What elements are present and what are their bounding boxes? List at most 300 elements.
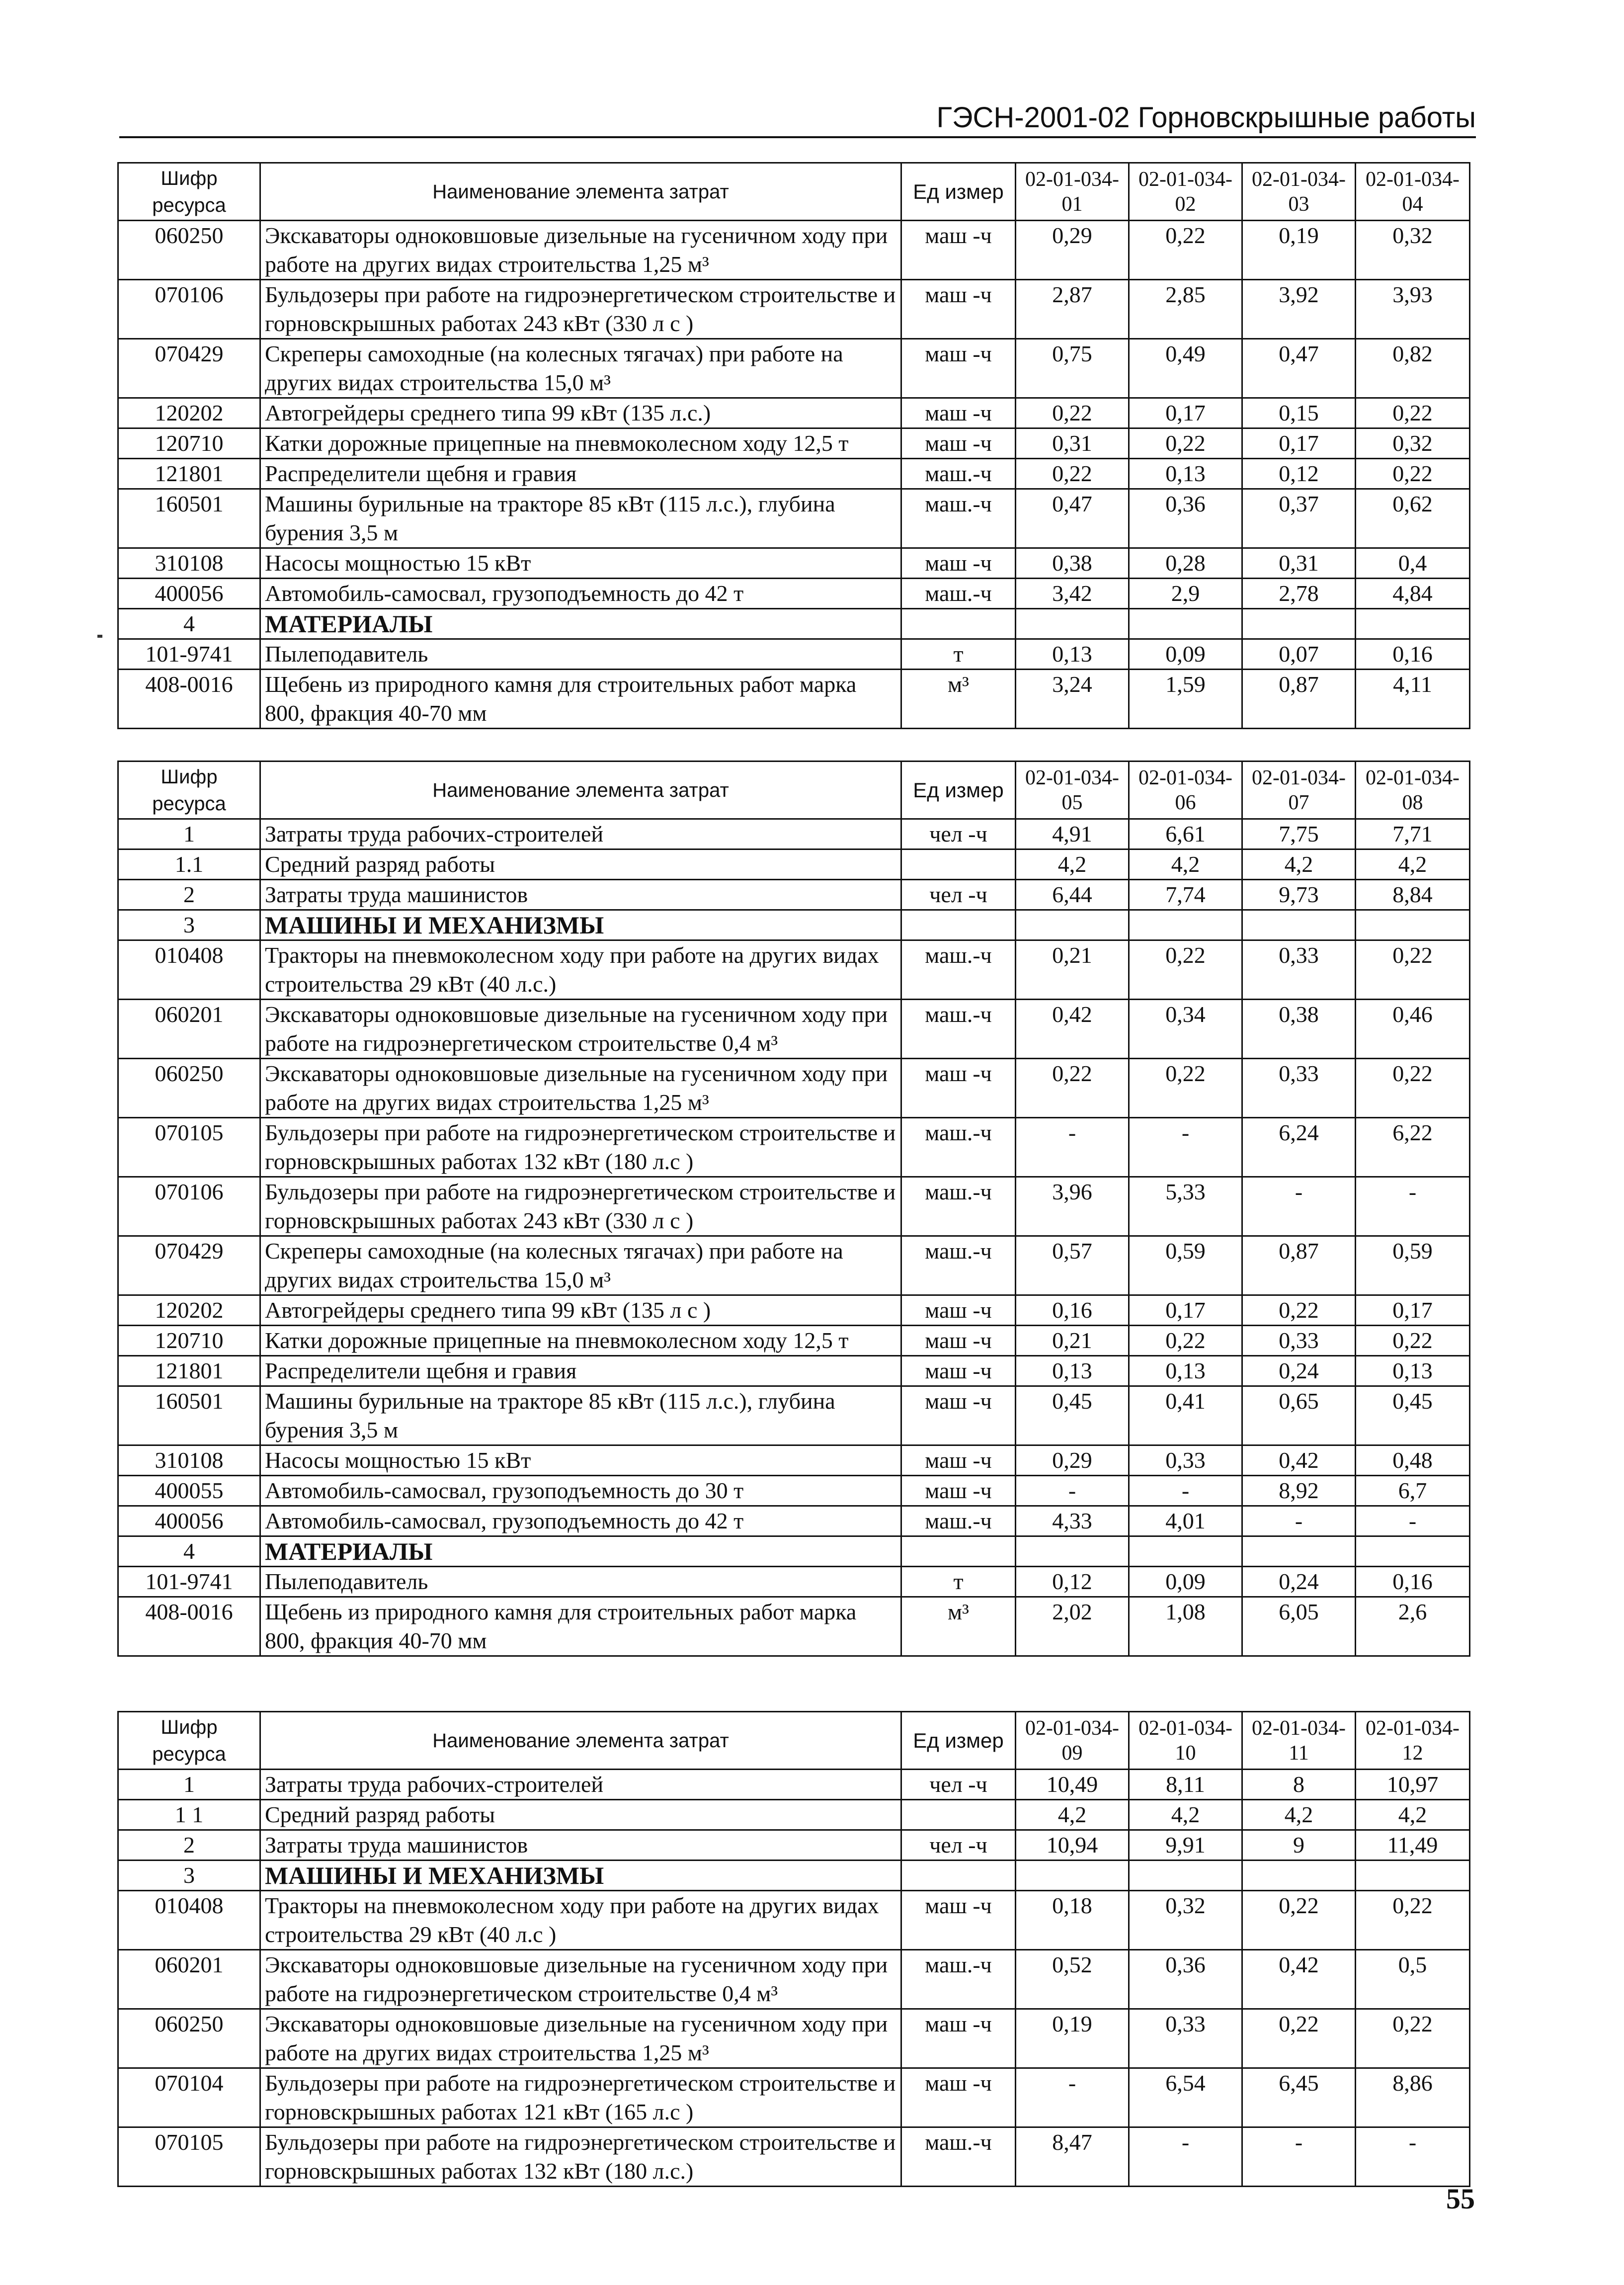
cost-element-name: МАТЕРИАЛЫ [260,609,901,639]
norm-value: 10,94 [1016,1830,1129,1861]
norm-value: 4,33 [1016,1506,1129,1536]
unit-of-measure [901,1861,1016,1891]
norm-value: 0,5 [1356,1950,1470,2009]
header-code: Шифр ресурса [118,762,260,819]
norm-value [1016,609,1129,639]
norm-value: 0,47 [1016,489,1129,548]
resource-code: 120202 [118,1295,260,1326]
norm-value: 0,4 [1356,548,1470,579]
norm-value: 1,59 [1129,670,1242,729]
cost-element-name: Средний разряд работы [260,1800,901,1830]
norm-value: 0,38 [1016,548,1129,579]
table-row [118,880,1470,910]
norm-value: 2,6 [1356,1597,1470,1656]
unit-of-measure: маш -ч [901,2068,1016,2127]
resource-code: 400055 [118,1476,260,1506]
cost-element-name: Экскаваторы одноковшовые дизельные на гусеничном ходу при работе на гидроэнергетическом строительстве 0,4 м³ [260,1950,901,2009]
page-header [119,99,1476,138]
resource-code: 120710 [118,428,260,459]
norm-value: 0,09 [1129,639,1242,670]
norm-value: 0,32 [1356,221,1470,280]
unit-of-measure: маш -ч [901,280,1016,339]
table-row [118,1830,1470,1861]
table-row [118,428,1470,459]
cost-element-name: Автомобиль-самосвал, грузоподъемность до 42 т [260,1506,901,1536]
norm-value [1242,910,1356,940]
cost-element-name: Затраты труда рабочих-строителей [260,1770,901,1800]
norm-value: 4,2 [1129,1800,1242,1830]
resource-code: 070429 [118,339,260,398]
norm-value: - [1242,1177,1356,1236]
norm-value: 0,38 [1242,1000,1356,1059]
unit-of-measure: маш -ч [901,548,1016,579]
unit-of-measure: маш.-ч [901,1236,1016,1295]
norm-value: 0,36 [1129,489,1242,548]
header-code: Шифр ресурса [118,163,260,221]
norm-value: 8,84 [1356,880,1470,910]
header-norm-code: 02-01-034-01 [1016,163,1129,221]
norm-value: - [1356,1506,1470,1536]
resource-code: 310108 [118,548,260,579]
unit-of-measure: маш -ч [901,1295,1016,1326]
resource-table-3 [117,1711,1470,2187]
table-row [118,398,1470,428]
norm-value: 0,57 [1016,1236,1129,1295]
unit-of-measure: маш.-ч [901,489,1016,548]
norm-value [1242,1536,1356,1567]
resource-code: 4 [118,609,260,639]
unit-of-measure: т [901,1567,1016,1597]
header-name: Наименование элемента затрат [260,762,901,819]
resource-table-1 [117,162,1470,729]
norm-value: 0,22 [1129,1326,1242,1356]
table-header-row [118,1712,1470,1770]
cost-element-name: Тракторы на пневмоколесном ходу при работе на других видах строительства 29 кВт (40 л.с.) [260,940,901,1000]
norm-value: 0,45 [1016,1386,1129,1445]
resource-code: 070429 [118,1236,260,1295]
resource-code: 1.1 [118,849,260,880]
cost-element-name: Скреперы самоходные (на колесных тягачах) при работе на других видах строительства 15,0 м³ [260,1236,901,1295]
resource-table-2 [117,761,1470,1657]
cost-element-name: Затраты труда рабочих-строителей [260,819,901,849]
norm-value: 0,46 [1356,1000,1470,1059]
norm-value: 0,22 [1356,459,1470,489]
norm-value: 0,17 [1242,428,1356,459]
resource-code: 408-0016 [118,1597,260,1656]
norm-value: 0,12 [1242,459,1356,489]
resource-code: 070104 [118,2068,260,2127]
header-unit: Ед измер [901,163,1016,221]
norm-value: 0,31 [1016,428,1129,459]
unit-of-measure: маш.-ч [901,459,1016,489]
cost-element-name: Экскаваторы одноковшовые дизельные на гусеничном ходу при работе на других видах строительства 1,25 м³ [260,221,901,280]
table-row [118,2009,1470,2068]
norm-value: 0,32 [1129,1891,1242,1950]
resource-code: 2 [118,1830,260,1861]
table-row [118,1000,1470,1059]
norm-value: 4,2 [1242,1800,1356,1830]
table-row [118,1236,1470,1295]
norm-value: 0,32 [1356,428,1470,459]
cost-element-name: Бульдозеры при работе на гидроэнергетическом строительстве и горновскрышных работах 132 кВт (180 л.с.) [260,2127,901,2187]
norm-value: 0,19 [1242,221,1356,280]
norm-value: 0,22 [1356,1059,1470,1118]
cost-element-name: Бульдозеры при работе на гидроэнергетическом строительстве и горновскрышных работах 243 кВт (330 л с ) [260,1177,901,1236]
norm-value: 9,73 [1242,880,1356,910]
norm-value: 0,16 [1356,639,1470,670]
resource-code: 408-0016 [118,670,260,729]
norm-value [1356,609,1470,639]
cost-element-name: Пылеподавитель [260,639,901,670]
unit-of-measure: маш.-ч [901,1177,1016,1236]
norm-value: 8,11 [1129,1770,1242,1800]
resource-code: 4 [118,1536,260,1567]
norm-value: 11,49 [1356,1830,1470,1861]
norm-value: 0,16 [1356,1567,1470,1597]
norm-value: 0,22 [1129,1059,1242,1118]
table-row [118,1476,1470,1506]
norm-value: 0,42 [1242,1445,1356,1476]
table-row [118,940,1470,1000]
unit-of-measure: маш -ч [901,1386,1016,1445]
norm-value: 3,92 [1242,280,1356,339]
table-row [118,1295,1470,1326]
norm-value: 8 [1242,1770,1356,1800]
table-row [118,849,1470,880]
norm-value: - [1242,1506,1356,1536]
header-norm-code: 02-01-034-10 [1129,1712,1242,1770]
cost-element-name: Автогрейдеры среднего типа 99 кВт (135 л.с.) [260,398,901,428]
norm-value [1129,609,1242,639]
table-row [118,459,1470,489]
norm-value: 8,47 [1016,2127,1129,2187]
norm-value: 4,91 [1016,819,1129,849]
resource-code: 120202 [118,398,260,428]
resource-code: 070106 [118,1177,260,1236]
norm-value: 6,7 [1356,1476,1470,1506]
unit-of-measure: маш -ч [901,1059,1016,1118]
norm-value: 3,42 [1016,579,1129,609]
norm-value: 0,28 [1129,548,1242,579]
norm-value: - [1016,1118,1129,1177]
norm-value: 0,33 [1242,940,1356,1000]
unit-of-measure: маш -ч [901,339,1016,398]
norm-value: 8,86 [1356,2068,1470,2127]
norm-value: 4,11 [1356,670,1470,729]
norm-value: 0,87 [1242,670,1356,729]
unit-of-measure: чел -ч [901,1770,1016,1800]
resource-code: 060201 [118,1950,260,2009]
table-row [118,670,1470,729]
resource-code: 2 [118,880,260,910]
norm-value [1242,1861,1356,1891]
cost-element-name: Экскаваторы одноковшовые дизельные на гусеничном ходу при работе на гидроэнергетическом строительстве 0,4 м³ [260,1000,901,1059]
norm-value: 0,17 [1356,1295,1470,1326]
norm-value: - [1016,2068,1129,2127]
cost-element-name: Автомобиль-самосвал, грузоподъемность до 30 т [260,1476,901,1506]
norm-value: 0,34 [1129,1000,1242,1059]
norm-value: 0,33 [1242,1326,1356,1356]
resource-code: 310108 [118,1445,260,1476]
table-row [118,2068,1470,2127]
resource-code: 160501 [118,1386,260,1445]
norm-value: 6,24 [1242,1118,1356,1177]
norm-value [1356,1861,1470,1891]
cost-element-name: Затраты труда машинистов [260,1830,901,1861]
norm-value: 0,75 [1016,339,1129,398]
table-row [118,548,1470,579]
norm-value: 6,54 [1129,2068,1242,2127]
norm-value: 0,49 [1129,339,1242,398]
norm-value: 0,52 [1016,1950,1129,2009]
norm-value: 4,2 [1356,1800,1470,1830]
header-norm-code: 02-01-034-12 [1356,1712,1470,1770]
table-row [118,579,1470,609]
norm-value: 10,49 [1016,1770,1129,1800]
resource-code: 060201 [118,1000,260,1059]
cost-element-name: Средний разряд работы [260,849,901,880]
norm-value [1129,910,1242,940]
norm-value: 0,16 [1016,1295,1129,1326]
norm-value [1356,910,1470,940]
norm-value: 2,02 [1016,1597,1129,1656]
norm-value [1016,910,1129,940]
norm-value: 0,19 [1016,2009,1129,2068]
header-norm-code: 02-01-034-07 [1242,762,1356,819]
header-norm-code: 02-01-034-06 [1129,762,1242,819]
norm-value: - [1356,1177,1470,1236]
norm-value: 0,22 [1356,1891,1470,1950]
table-header-row [118,762,1470,819]
unit-of-measure: маш -ч [901,1476,1016,1506]
resource-code: 160501 [118,489,260,548]
unit-of-measure: маш -ч [901,1445,1016,1476]
norm-value: 0,22 [1129,221,1242,280]
norm-value: 0,13 [1356,1356,1470,1386]
norm-value: 0,65 [1242,1386,1356,1445]
table-row [118,1356,1470,1386]
norm-value: 0,22 [1016,459,1129,489]
table-row [118,221,1470,280]
norm-value: 0,09 [1129,1567,1242,1597]
resource-code: 121801 [118,1356,260,1386]
resource-code: 010408 [118,1891,260,1950]
norm-value: 0,22 [1129,940,1242,1000]
norm-value: 0,22 [1356,2009,1470,2068]
cost-element-name: Бульдозеры при работе на гидроэнергетическом строительстве и горновскрышных работах 121 кВт (165 л.с ) [260,2068,901,2127]
norm-value: 3,96 [1016,1177,1129,1236]
norm-value: 3,24 [1016,670,1129,729]
cost-element-name: Катки дорожные прицепные на пневмоколесном ходу 12,5 т [260,428,901,459]
resource-code: 070105 [118,1118,260,1177]
unit-of-measure: м³ [901,1597,1016,1656]
resource-code: 400056 [118,579,260,609]
header-unit: Ед измер [901,762,1016,819]
norm-value: 0,07 [1242,639,1356,670]
table-row [118,639,1470,670]
resource-code: 3 [118,910,260,940]
norm-value: 0,33 [1242,1059,1356,1118]
unit-of-measure [901,910,1016,940]
norm-value: 0,37 [1242,489,1356,548]
cost-element-name: Затраты труда машинистов [260,880,901,910]
header-norm-code: 02-01-034-08 [1356,762,1470,819]
norm-value: 4,2 [1356,849,1470,880]
table-row [118,2127,1470,2187]
cost-element-name: Автомобиль-самосвал, грузоподъемность до 42 т [260,579,901,609]
unit-of-measure: маш -ч [901,1326,1016,1356]
norm-value: 0,47 [1242,339,1356,398]
resource-code: 3 [118,1861,260,1891]
table-row [118,1177,1470,1236]
resource-code: 101-9741 [118,1567,260,1597]
norm-value: 0,62 [1356,489,1470,548]
cost-element-name: Бульдозеры при работе на гидроэнергетическом строительстве и горновскрышных работах 132 кВт (180 л.с ) [260,1118,901,1177]
norm-value: 2,9 [1129,579,1242,609]
norm-value: 9,91 [1129,1830,1242,1861]
norm-value: 4,2 [1016,849,1129,880]
resource-code: 060250 [118,221,260,280]
resource-code: 120710 [118,1326,260,1356]
resource-code: 400056 [118,1506,260,1536]
cost-element-name: МАШИНЫ И МЕХАНИЗМЫ [260,910,901,940]
page-number: 55 [1446,2183,1475,2215]
norm-value [1356,1536,1470,1567]
norm-value: 0,15 [1242,398,1356,428]
unit-of-measure: чел -ч [901,880,1016,910]
norm-value: 0,31 [1242,548,1356,579]
norm-value: 0,22 [1356,940,1470,1000]
norm-value: 2,87 [1016,280,1129,339]
table-row [118,1770,1470,1800]
norm-value: - [1129,1118,1242,1177]
norm-value: 0,22 [1242,1891,1356,1950]
header-code: Шифр ресурса [118,1712,260,1770]
header-norm-code: 02-01-034-02 [1129,163,1242,221]
norm-value: 0,87 [1242,1236,1356,1295]
unit-of-measure: маш -ч [901,221,1016,280]
cost-element-name: Экскаваторы одноковшовые дизельные на гусеничном ходу при работе на других видах строительства 1,25 м³ [260,1059,901,1118]
table-row [118,1800,1470,1830]
header-unit: Ед измер [901,1712,1016,1770]
table-row [118,1059,1470,1118]
norm-value: 0,22 [1016,398,1129,428]
resource-code: 070106 [118,280,260,339]
norm-value: - [1356,2127,1470,2187]
norm-value: 10,97 [1356,1770,1470,1800]
norm-value: 0,29 [1016,221,1129,280]
table-row [118,1861,1470,1891]
unit-of-measure: т [901,639,1016,670]
unit-of-measure: маш.-ч [901,940,1016,1000]
table-row [118,489,1470,548]
norm-value: 0,33 [1129,2009,1242,2068]
unit-of-measure: маш -ч [901,2009,1016,2068]
unit-of-measure: маш.-ч [901,1506,1016,1536]
norm-value: 0,41 [1129,1386,1242,1445]
cost-element-name: Скреперы самоходные (на колесных тягачах) при работе на других видах строительства 15,0 м³ [260,339,901,398]
cost-element-name: Пылеподавитель [260,1567,901,1597]
norm-value: 0,24 [1242,1356,1356,1386]
table-row [118,1536,1470,1567]
table-row [118,1950,1470,2009]
norm-value: 0,12 [1016,1567,1129,1597]
norm-value: 7,71 [1356,819,1470,849]
table-row [118,1891,1470,1950]
cost-element-name: Насосы мощностью 15 кВт [260,548,901,579]
unit-of-measure: маш.-ч [901,1950,1016,2009]
unit-of-measure: маш.-ч [901,1000,1016,1059]
cost-element-name: Щебень из природного камня для строительных работ марка 800, фракция 40-70 мм [260,1597,901,1656]
norm-value: 0,13 [1016,639,1129,670]
norm-value: 0,17 [1129,398,1242,428]
unit-of-measure [901,1536,1016,1567]
cost-element-name: Распределители щебня и гравия [260,459,901,489]
unit-of-measure: маш -ч [901,428,1016,459]
cost-element-name: Катки дорожные прицепные на пневмоколесном ходу 12,5 т [260,1326,901,1356]
norm-value: 0,24 [1242,1567,1356,1597]
unit-of-measure: маш -ч [901,1356,1016,1386]
norm-value: 0,33 [1129,1445,1242,1476]
cost-element-name: Щебень из природного камня для строительных работ марка 800, фракция 40-70 мм [260,670,901,729]
cost-element-name: Машины бурильные на тракторе 85 кВт (115 л.с.), глубина бурения 3,5 м [260,1386,901,1445]
resource-code: 070105 [118,2127,260,2187]
norm-value: - [1129,1476,1242,1506]
norm-value: 6,22 [1356,1118,1470,1177]
norm-value: 9 [1242,1830,1356,1861]
resource-code: 060250 [118,1059,260,1118]
header-norm-code: 02-01-034-03 [1242,163,1356,221]
table-row [118,280,1470,339]
norm-value: 0,45 [1356,1386,1470,1445]
header-norm-code: 02-01-034-11 [1242,1712,1356,1770]
table-row [118,819,1470,849]
table-row [118,1445,1470,1476]
norm-value: 6,44 [1016,880,1129,910]
norm-value: 8,92 [1242,1476,1356,1506]
norm-value [1129,1536,1242,1567]
norm-value [1242,609,1356,639]
norm-value: 0,42 [1016,1000,1129,1059]
resource-code: 101-9741 [118,639,260,670]
header-norm-code: 02-01-034-05 [1016,762,1129,819]
header-norm-code: 02-01-034-09 [1016,1712,1129,1770]
norm-value: 7,75 [1242,819,1356,849]
norm-value [1129,1861,1242,1891]
norm-value: 0,13 [1129,1356,1242,1386]
norm-value: 0,42 [1242,1950,1356,2009]
norm-value: - [1242,2127,1356,2187]
table-row [118,1567,1470,1597]
unit-of-measure: маш -ч [901,398,1016,428]
norm-value: 0,17 [1129,1295,1242,1326]
cost-element-name: МАШИНЫ И МЕХАНИЗМЫ [260,1861,901,1891]
cost-element-name: Автогрейдеры среднего типа 99 кВт (135 л с ) [260,1295,901,1326]
norm-value: 4,2 [1129,849,1242,880]
table-row [118,609,1470,639]
norm-value: 0,21 [1016,940,1129,1000]
unit-of-measure: маш.-ч [901,2127,1016,2187]
resource-code: 1 [118,819,260,849]
norm-value: 4,01 [1129,1506,1242,1536]
cost-element-name: МАТЕРИАЛЫ [260,1536,901,1567]
unit-of-measure [901,849,1016,880]
norm-value: 0,22 [1242,1295,1356,1326]
norm-value: 0,36 [1129,1950,1242,2009]
norm-value: - [1016,1476,1129,1506]
unit-of-measure [901,1800,1016,1830]
norm-value: 0,13 [1016,1356,1129,1386]
